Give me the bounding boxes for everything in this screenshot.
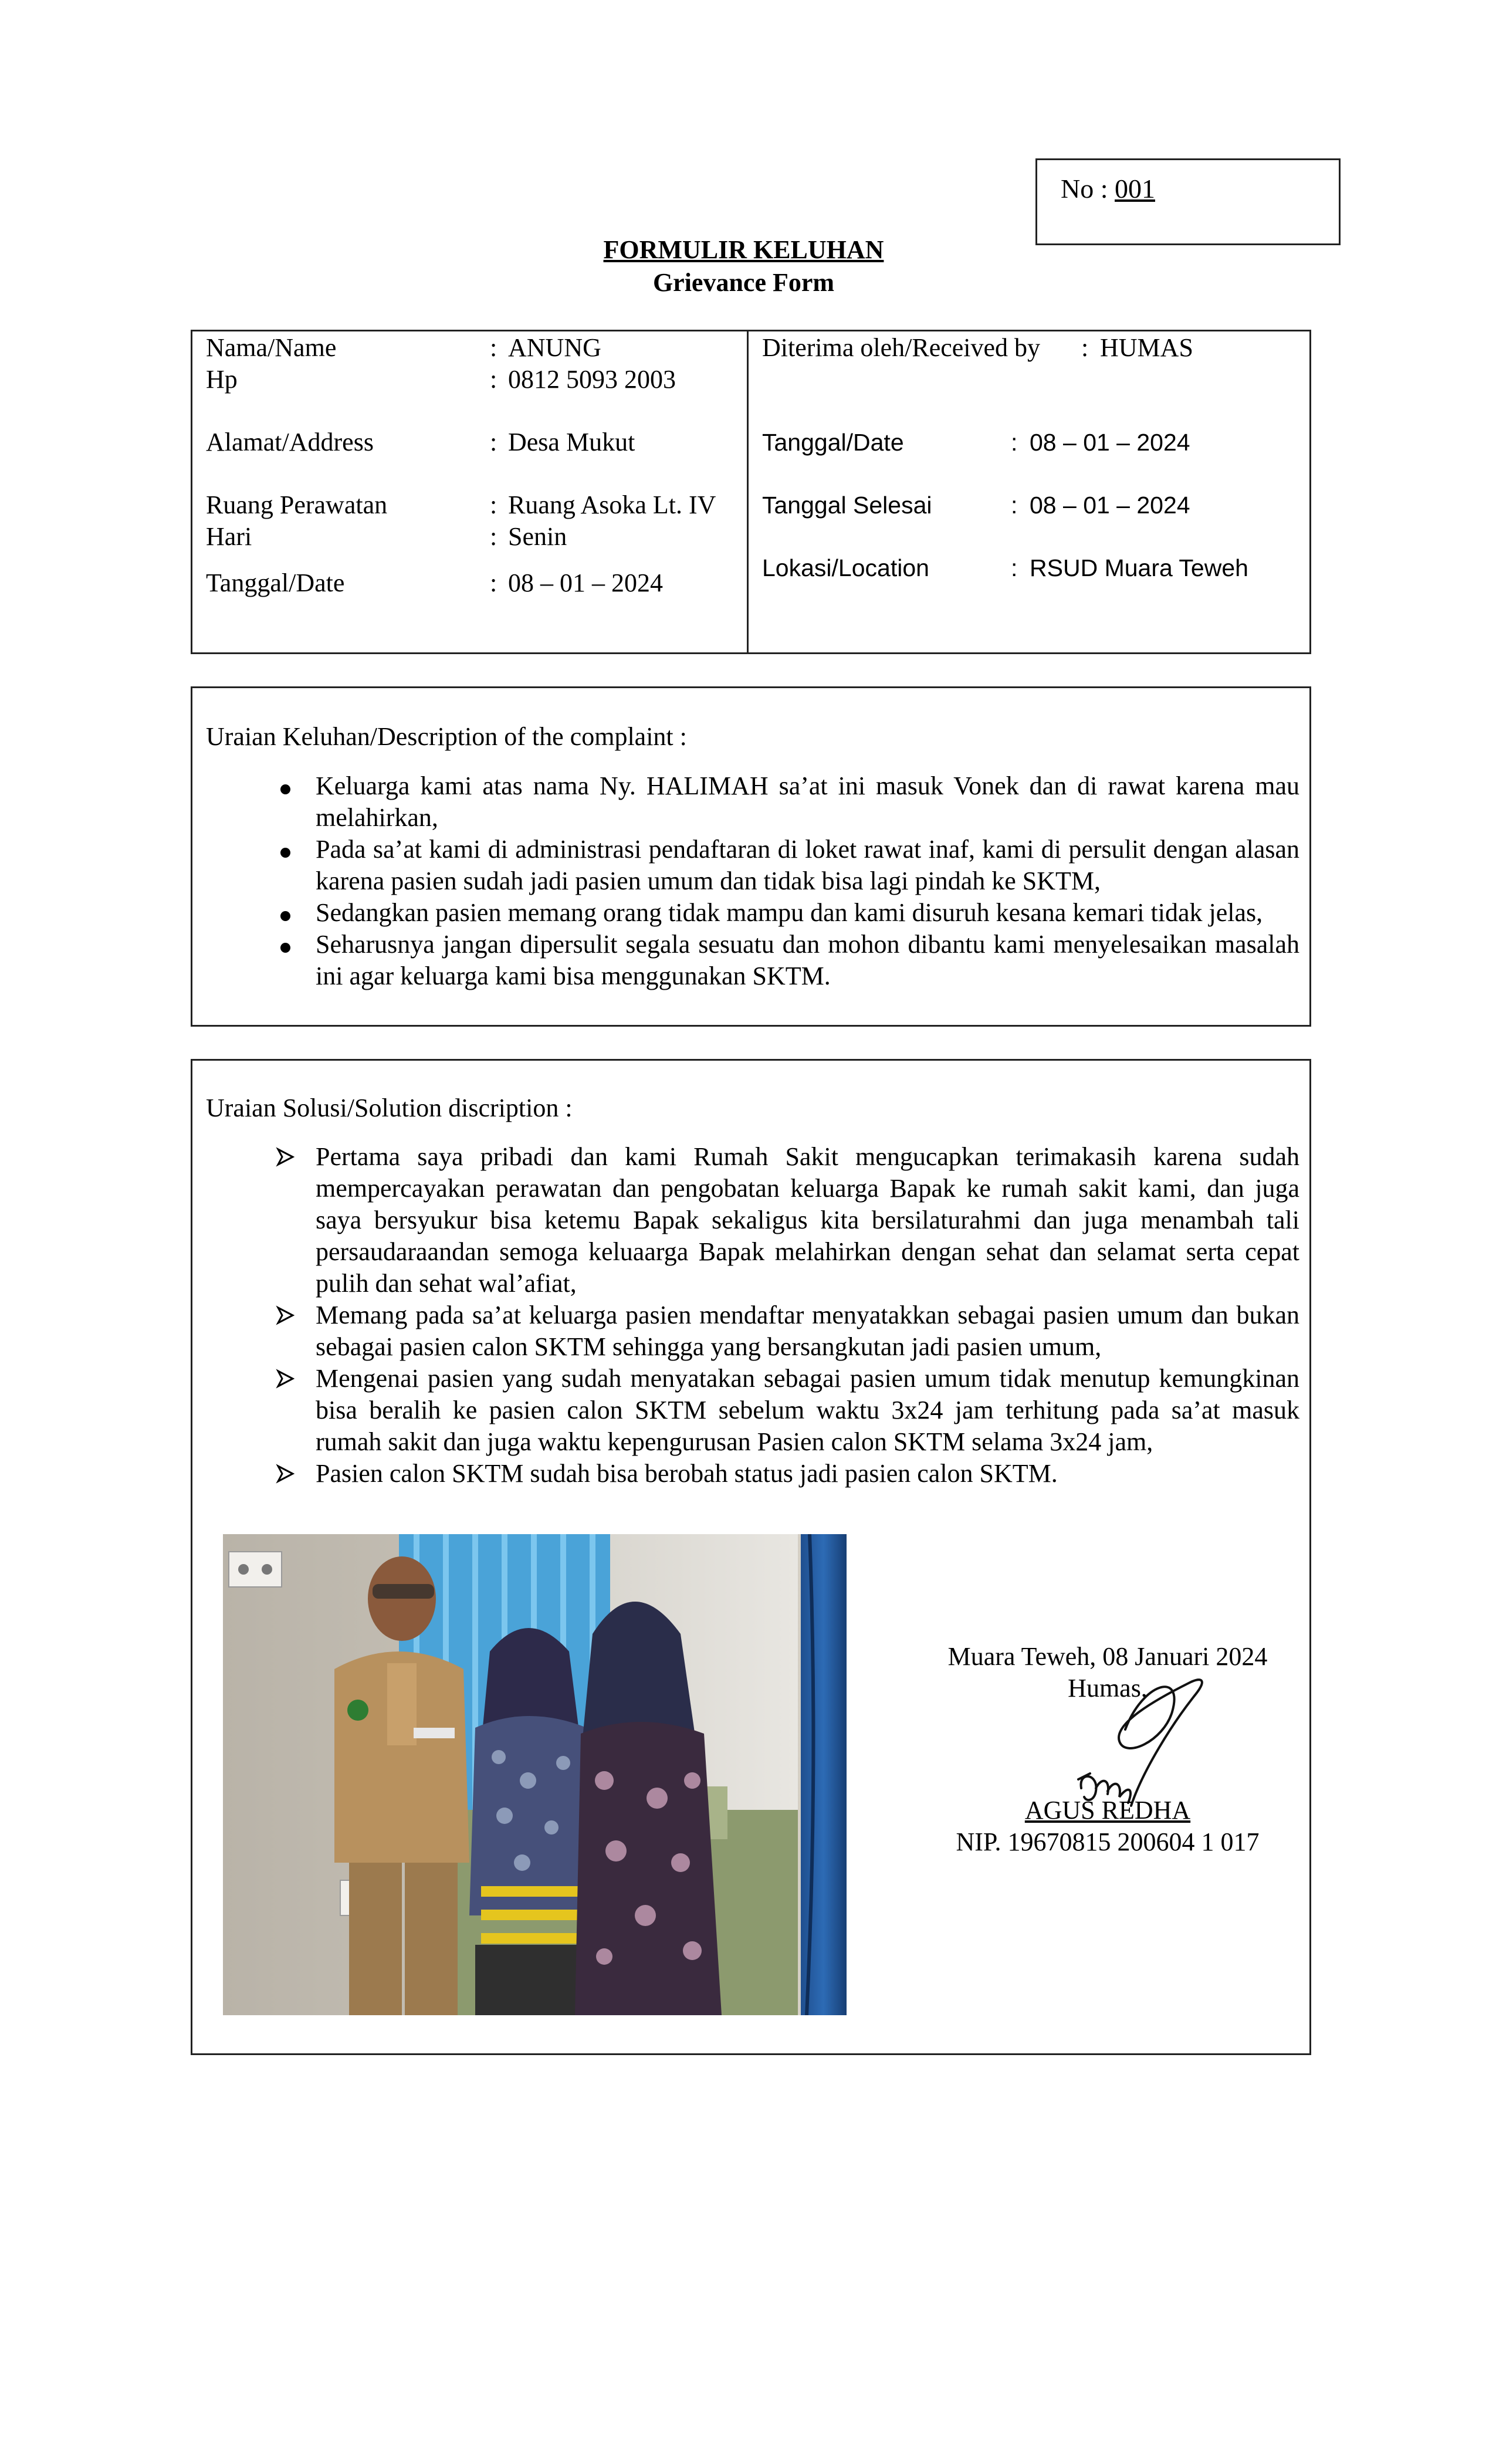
form-title: FORMULIR KELUHAN: [603, 235, 884, 264]
info-table-divider: [747, 331, 749, 652]
meeting-photo: [223, 1534, 847, 2015]
finish-date-label: Tanggal Selesai: [762, 492, 932, 519]
complaint-date-label: Tanggal/Date: [206, 568, 345, 597]
address-colon: :: [490, 428, 497, 456]
bullet-icon: [273, 770, 297, 802]
solution-section: [191, 1059, 1311, 2055]
name-value: ANUNG: [508, 333, 601, 362]
arrow-bullet-icon: [273, 1299, 297, 1333]
complaint-section: [191, 686, 1311, 1027]
complaint-item: Pada sa’at kami di administrasi pendaftaran di loket rawat inaf, kami di persulit dengan alasan karena pasien sudah jadi pasien umum dan tidak bisa lagi pindah ke SKTM,: [316, 834, 1299, 897]
document-number: [1061, 173, 1155, 204]
solution-item: Pasien calon SKTM sudah bisa berobah status jadi pasien calon SKTM.: [316, 1458, 1299, 1490]
name-colon: :: [490, 333, 497, 362]
room-label: Ruang Perawatan: [206, 490, 388, 519]
solution-title: Uraian Solusi/Solution discription :: [206, 1094, 573, 1122]
location-colon: :: [1011, 554, 1018, 581]
received-date-colon: :: [1011, 429, 1018, 456]
arrow-bullet-icon: [273, 1141, 297, 1175]
received-by-label: Diterima oleh/Received by: [762, 333, 1041, 362]
bullet-icon: [273, 834, 297, 865]
arrow-bullet-icon: [273, 1363, 297, 1396]
hp-label: Hp: [206, 365, 238, 394]
solution-item: Memang pada sa’at keluarga pasien mendaftar menyatakkan sebagai pasien umum dan bukan sebagai pasien calon SKTM sehingga yang bersangkutan jadi pasien umum,: [316, 1299, 1299, 1363]
address-value: Desa Mukut: [508, 428, 635, 456]
complaint-date-value: 08 – 01 – 2024: [508, 568, 663, 597]
signature-place-date: Muara Teweh, 08 Januari 2024: [947, 1642, 1268, 1671]
complaint-item: Keluarga kami atas nama Ny. HALIMAH sa’at ini masuk Vonek dan di rawat karena mau melahirkan,: [316, 770, 1299, 834]
form-subtitle: Grievance Form: [652, 268, 835, 297]
room-value: Ruang Asoka Lt. IV: [508, 490, 716, 519]
arrow-bullet-icon: [273, 1458, 297, 1491]
received-date-value: 08 – 01 – 2024: [1030, 429, 1190, 456]
name-label: Nama/Name: [206, 333, 337, 362]
day-label: Hari: [206, 522, 252, 551]
complaint-item: Sedangkan pasien memang orang tidak mampu dan kami disuruh kesana kemari tidak jelas,: [316, 897, 1299, 929]
document-number-value: 001: [1115, 174, 1155, 204]
bullet-icon: [273, 929, 297, 960]
day-value: Senin: [508, 522, 567, 551]
finish-date-value: 08 – 01 – 2024: [1030, 492, 1190, 519]
room-colon: :: [490, 490, 497, 519]
info-table: [191, 330, 1311, 654]
complaint-date-colon: :: [490, 568, 497, 597]
bullet-icon: [273, 897, 297, 929]
location-value: RSUD Muara Teweh: [1030, 554, 1248, 581]
form-title-block: [0, 233, 1487, 299]
document-number-label: No :: [1061, 174, 1108, 204]
signature-role: Humas,: [1068, 1674, 1148, 1703]
solution-item: Pertama saya pribadi dan kami Rumah Sakit mengucapkan terimakasih karena sudah mempercayakan perawatan dan pengobatan keluarga Bapak ke rumah sakit kami, dan juga saya bersyukur bisa ketemu Bapak sekaligus kita bersilaturahmi dan juga menambah tali persaudaraandan semoga keluaarga Bapak melahirkan dengan sehat dan selamat serta cepat pulih dan sehat wal’afiat,: [316, 1141, 1299, 1299]
received-by-value: HUMAS: [1100, 333, 1193, 362]
signatory-nip: NIP. 19670815 200604 1 017: [956, 1827, 1260, 1856]
address-label: Alamat/Address: [206, 428, 374, 456]
received-by-colon: :: [1081, 333, 1089, 362]
complaint-item: Seharusnya jangan dipersulit segala sesuatu dan mohon dibantu kami menyelesaikan masalah ini agar keluarga kami bisa menggunakan SKTM.: [316, 929, 1299, 992]
location-label: Lokasi/Location: [762, 554, 929, 581]
day-colon: :: [490, 522, 497, 551]
hp-value: 0812 5093 2003: [508, 365, 676, 394]
hp-colon: :: [490, 365, 497, 394]
document-number-box: [1035, 158, 1341, 245]
complaint-list: [316, 770, 1299, 992]
received-date-label: Tanggal/Date: [762, 429, 904, 456]
finish-date-colon: :: [1011, 492, 1018, 519]
solution-item: Mengenai pasien yang sudah menyatakan sebagai pasien umum tidak menutup kemungkinan bisa beralih ke pasien calon SKTM sebelum waktu 3x24 jam terhitung pada sa’at masuk rumah sakit dan juga waktu kepengurusan Pasien calon SKTM selama 3x24 jam,: [316, 1363, 1299, 1458]
signatory-name: AGUS REDHA: [1024, 1796, 1191, 1825]
solution-list: [316, 1141, 1299, 1490]
complaint-title: Uraian Keluhan/Description of the complaint :: [206, 722, 687, 751]
